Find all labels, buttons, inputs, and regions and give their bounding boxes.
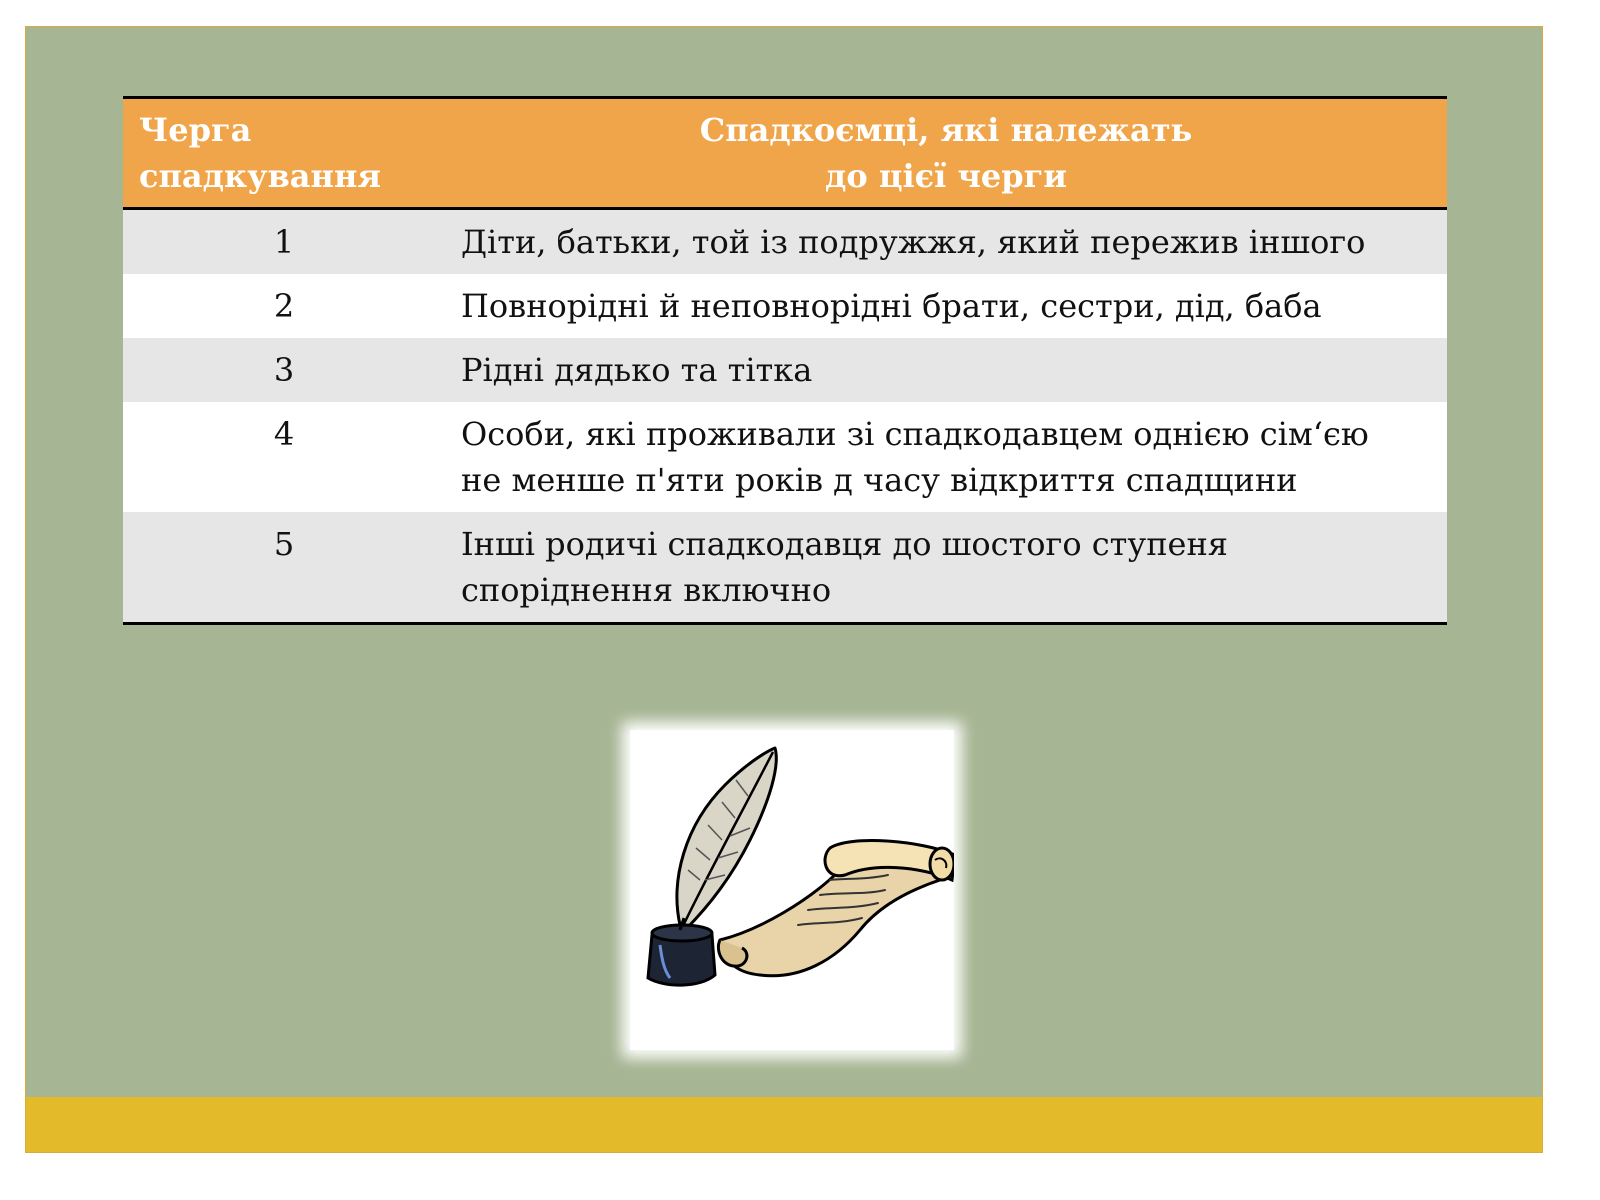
header-order-line2: спадкування	[139, 157, 382, 195]
header-heirs	[445, 98, 1447, 209]
header-heirs-line2: до цієї черги	[825, 157, 1067, 195]
heirs-cell	[445, 274, 1447, 338]
table-row	[123, 512, 1447, 624]
order-number: 4	[123, 402, 445, 512]
quill-icon	[677, 748, 776, 930]
header-heirs-line1: Спадкоємці, які належать	[699, 111, 1193, 149]
heirs-cell	[445, 512, 1447, 624]
order-number: 1	[123, 209, 445, 275]
table-row	[123, 209, 1447, 275]
table-row	[123, 338, 1447, 402]
heirs-cell	[445, 338, 1447, 402]
slide	[26, 27, 1542, 1152]
heirs-text: Повнорідні й неповнорідні брати, сестри, дід, баба	[461, 287, 1322, 325]
table-row	[123, 402, 1447, 512]
table-header-row	[123, 98, 1447, 209]
inkwell-icon	[648, 918, 715, 985]
bottom-band	[26, 1097, 1542, 1152]
heirs-text-line2: споріднення включно	[461, 571, 832, 609]
heirs-text: Рідні дядько та тітка	[461, 351, 813, 389]
scroll-icon	[718, 841, 954, 976]
heirs-text: Діти, батьки, той із подружжя, який пережив іншого	[461, 223, 1366, 261]
heirs-cell	[445, 209, 1447, 275]
heirs-text: Інші родичі спадкодавця до шостого ступеня	[461, 525, 1228, 563]
illustration-svg	[630, 730, 954, 1050]
order-number: 2	[123, 274, 445, 338]
inheritance-order-table	[123, 96, 1447, 625]
header-order	[123, 98, 445, 209]
quill-and-scroll-illustration	[630, 730, 954, 1050]
heirs-text-line2: не менше п'яти років д часу відкриття спадщини	[461, 461, 1298, 499]
heirs-text: Особи, які проживали зі спадкодавцем однією сім‘єю	[461, 415, 1369, 453]
order-number: 5	[123, 512, 445, 624]
order-number: 3	[123, 338, 445, 402]
table-row	[123, 274, 1447, 338]
heirs-cell	[445, 402, 1447, 512]
header-order-line1: Черга	[139, 111, 252, 149]
